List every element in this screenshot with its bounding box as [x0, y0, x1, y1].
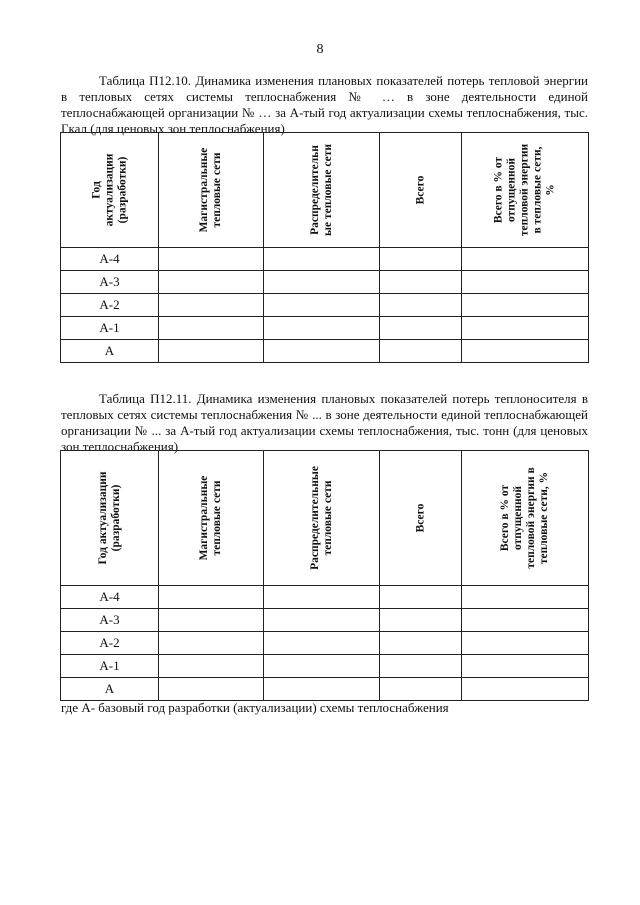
page-number: 8: [316, 42, 324, 57]
table-row: [61, 271, 589, 294]
empty-cell: [159, 248, 264, 271]
table2-header-1: [159, 451, 264, 586]
table2-header-line: тепловой энергии в: [525, 467, 537, 569]
table2-header-text-1: [198, 476, 224, 561]
table1-body: [61, 248, 589, 363]
empty-cell: [159, 317, 264, 340]
empty-cell: [380, 271, 462, 294]
table2-header-line: Всего: [414, 503, 426, 533]
row-label: А-2: [61, 294, 159, 317]
row-label: А-2: [61, 632, 159, 655]
row-label: А-4: [61, 586, 159, 609]
table-row: [61, 340, 589, 363]
table2-header-text-4: [499, 467, 551, 568]
table1-header-line: тепловой энергии: [518, 143, 531, 237]
table1-header-line: актуализации: [103, 153, 115, 227]
table2-header-line: Год актуализации: [96, 471, 109, 565]
table2-header-0: [61, 451, 159, 586]
empty-cell: [264, 271, 380, 294]
table1-header-1: [159, 133, 264, 248]
table2-header-line: тепловые сети, %: [538, 471, 550, 565]
empty-cell: [380, 586, 462, 609]
table1-header-text-4: [493, 144, 558, 236]
row-label: А-3: [61, 271, 159, 294]
empty-cell: [159, 609, 264, 632]
table2: [60, 450, 589, 701]
empty-cell: [380, 678, 462, 701]
table1-header-line: тепловые сети: [211, 152, 223, 228]
table2-header-line: (разработки): [109, 484, 122, 552]
table1-caption-text: Таблица П12.10. Динамика изменения плановых показателей потерь тепловой энергии в тепловых сетях системы теплоснабжения № … в зоне деятельности единой теплоснабжающей организации № … за А-тый год актуализации схемы теплоснабжения, тыс. Гкал (для ценовых зон теплоснабжения): [61, 73, 588, 136]
row-label: А-1: [61, 655, 159, 678]
empty-cell: [462, 294, 589, 317]
table1-header-line: Магистральные: [198, 147, 210, 233]
table2-header-row: [61, 451, 589, 586]
table-row: [61, 609, 589, 632]
empty-cell: [264, 294, 380, 317]
table1-header-4: [462, 133, 589, 248]
empty-cell: [462, 678, 589, 701]
empty-cell: [264, 632, 380, 655]
table1-header-row: [61, 133, 589, 248]
empty-cell: [264, 317, 380, 340]
empty-cell: [462, 248, 589, 271]
empty-cell: [462, 340, 589, 363]
table1-header-text-1: [198, 148, 224, 233]
row-label: А-3: [61, 609, 159, 632]
row-label: А-1: [61, 317, 159, 340]
table2-caption-text: Таблица П12.11. Динамика изменения плановых показателей потерь теплоносителя в тепловых сетях системы теплоснабжения № ... в зоне деятельности единой теплоснабжающей организации № ... за А-тый год актуализации схемы теплоснабжения, тыс. тонн (для ценовых зон теплоснабжения): [61, 391, 588, 454]
table-row: [61, 586, 589, 609]
empty-cell: [264, 655, 380, 678]
table1-header-line: отпущенной: [505, 157, 518, 223]
table2-header-text-3: [414, 504, 427, 533]
table2-header-3: [380, 451, 462, 586]
empty-cell: [462, 317, 589, 340]
table2-body: [61, 586, 589, 701]
empty-cell: [264, 609, 380, 632]
table1-header-line: Всего: [414, 175, 426, 205]
table1-header-line: (разработки): [116, 156, 128, 224]
table2-header-4: [462, 451, 589, 586]
empty-cell: [380, 248, 462, 271]
table1-header-2: [264, 133, 380, 248]
empty-cell: [159, 586, 264, 609]
table-row: [61, 678, 589, 701]
empty-cell: [462, 632, 589, 655]
empty-cell: [159, 340, 264, 363]
table1: [60, 132, 589, 363]
empty-cell: [264, 678, 380, 701]
empty-cell: [159, 271, 264, 294]
table1-header-0: [61, 133, 159, 248]
empty-cell: [380, 294, 462, 317]
empty-cell: [159, 655, 264, 678]
table2-header-line: Распределительные: [308, 466, 321, 570]
empty-cell: [380, 317, 462, 340]
empty-cell: [462, 609, 589, 632]
empty-cell: [462, 655, 589, 678]
footnote: где А- базовый год разработки (актуализации) схемы теплоснабжения: [61, 700, 449, 715]
table-row: [61, 248, 589, 271]
table2-header-2: [264, 451, 380, 586]
empty-cell: [264, 248, 380, 271]
empty-cell: [159, 294, 264, 317]
table1-header-line: Всего в % от: [492, 156, 505, 224]
table1-header-text-0: [90, 154, 129, 227]
empty-cell: [159, 678, 264, 701]
empty-cell: [380, 609, 462, 632]
table1-header-text-2: [309, 144, 335, 236]
empty-cell: [264, 340, 380, 363]
table2-header-line: отпущенной: [512, 485, 524, 551]
table1-header-line: Распределительн: [308, 145, 321, 235]
table2-header-line: Магистральные: [198, 475, 210, 561]
empty-cell: [462, 586, 589, 609]
empty-cell: [380, 340, 462, 363]
table-row: [61, 655, 589, 678]
table1-header-line: Год: [90, 181, 102, 199]
empty-cell: [159, 632, 264, 655]
table2-header-line: тепловые сети: [321, 480, 334, 556]
empty-cell: [462, 271, 589, 294]
empty-cell: [380, 655, 462, 678]
row-label: А: [61, 340, 159, 363]
row-label: А-4: [61, 248, 159, 271]
table2-header-text-2: [309, 466, 335, 570]
table1-caption: [61, 73, 588, 137]
table2-caption: [61, 391, 588, 455]
table2-header-text-0: [97, 471, 123, 564]
table-row: [61, 317, 589, 340]
table1-header-line: в тепловые сети,: [531, 146, 544, 234]
table2-header-line: Всего в % от: [499, 484, 511, 552]
table2-header-line: тепловые сети: [211, 480, 223, 556]
empty-cell: [380, 632, 462, 655]
table-row: [61, 294, 589, 317]
table1-header-line: %: [544, 184, 557, 196]
table1-header-3: [380, 133, 462, 248]
table1-header-line: ые тепловые сети: [321, 143, 334, 237]
empty-cell: [264, 586, 380, 609]
table1-header-text-3: [414, 176, 427, 205]
row-label: А: [61, 678, 159, 701]
table-row: [61, 632, 589, 655]
